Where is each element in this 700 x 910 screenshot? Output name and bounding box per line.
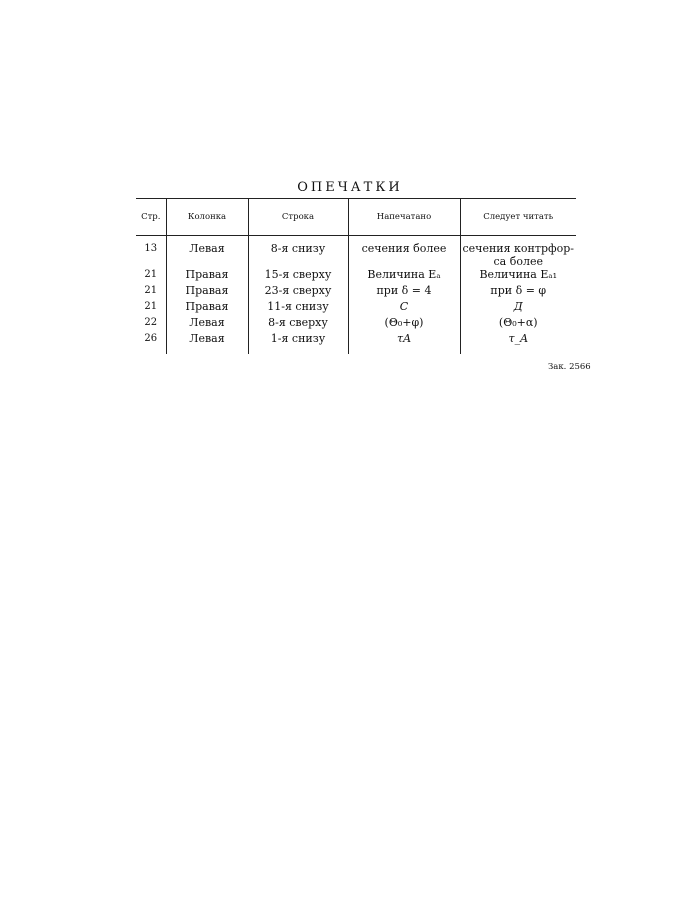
cell-line: 8-я снизу xyxy=(248,236,348,269)
cell-column: Правая xyxy=(166,284,248,300)
order-number: Зак. 2566 xyxy=(548,362,591,372)
cell-page: 22 xyxy=(144,317,158,328)
cell-should-read: при δ = φ xyxy=(460,284,576,300)
cell-page: 21 xyxy=(144,269,158,280)
header-line: Строка xyxy=(248,199,348,236)
page-title: ОПЕЧАТКИ xyxy=(297,180,403,195)
table-row xyxy=(136,284,576,300)
cell-printed: сечения более xyxy=(348,236,460,269)
cell-should-read: Д xyxy=(460,300,576,316)
cell-line: 1-я снизу xyxy=(248,332,348,354)
table-row xyxy=(136,316,576,332)
cell-printed: при δ = 4 xyxy=(348,284,460,300)
cell-line: 11-я снизу xyxy=(248,300,348,316)
cell-should-read: τ_A xyxy=(460,332,576,354)
cell-column: Правая xyxy=(166,300,248,316)
header-should-read: Следует читать xyxy=(460,199,576,236)
cell-line: 8-я сверху xyxy=(248,316,348,332)
header-row xyxy=(136,199,576,236)
cell-column: Левая xyxy=(166,332,248,354)
errata-table xyxy=(136,198,576,354)
cell-page: 26 xyxy=(144,333,158,344)
cell-column: Левая xyxy=(166,236,248,269)
cell-line: 15-я сверху xyxy=(248,268,348,284)
cell-column: Правая xyxy=(166,268,248,284)
cell-should-read: Величина Eₐ₁ xyxy=(460,268,576,284)
header-column: Колонка xyxy=(166,199,248,236)
cell-column: Левая xyxy=(166,316,248,332)
table-row xyxy=(136,332,576,354)
cell-page: 13 xyxy=(144,243,158,254)
cell-printed: Величина Eₐ xyxy=(348,268,460,284)
table-row xyxy=(136,236,576,269)
cell-should-read: (Θ₀+α) xyxy=(460,316,576,332)
cell-printed: τA xyxy=(348,332,460,354)
cell-page: 21 xyxy=(144,301,158,312)
header-page: Стр. xyxy=(136,199,166,236)
cell-page: 21 xyxy=(144,285,158,296)
cell-printed: C xyxy=(348,300,460,316)
table-row xyxy=(136,268,576,284)
cell-line: 23-я сверху xyxy=(248,284,348,300)
table-row xyxy=(136,300,576,316)
cell-printed: (Θ₀+φ) xyxy=(348,316,460,332)
header-printed: Напечатано xyxy=(348,199,460,236)
cell-should-read: сечения контрфор-са более xyxy=(460,236,576,269)
